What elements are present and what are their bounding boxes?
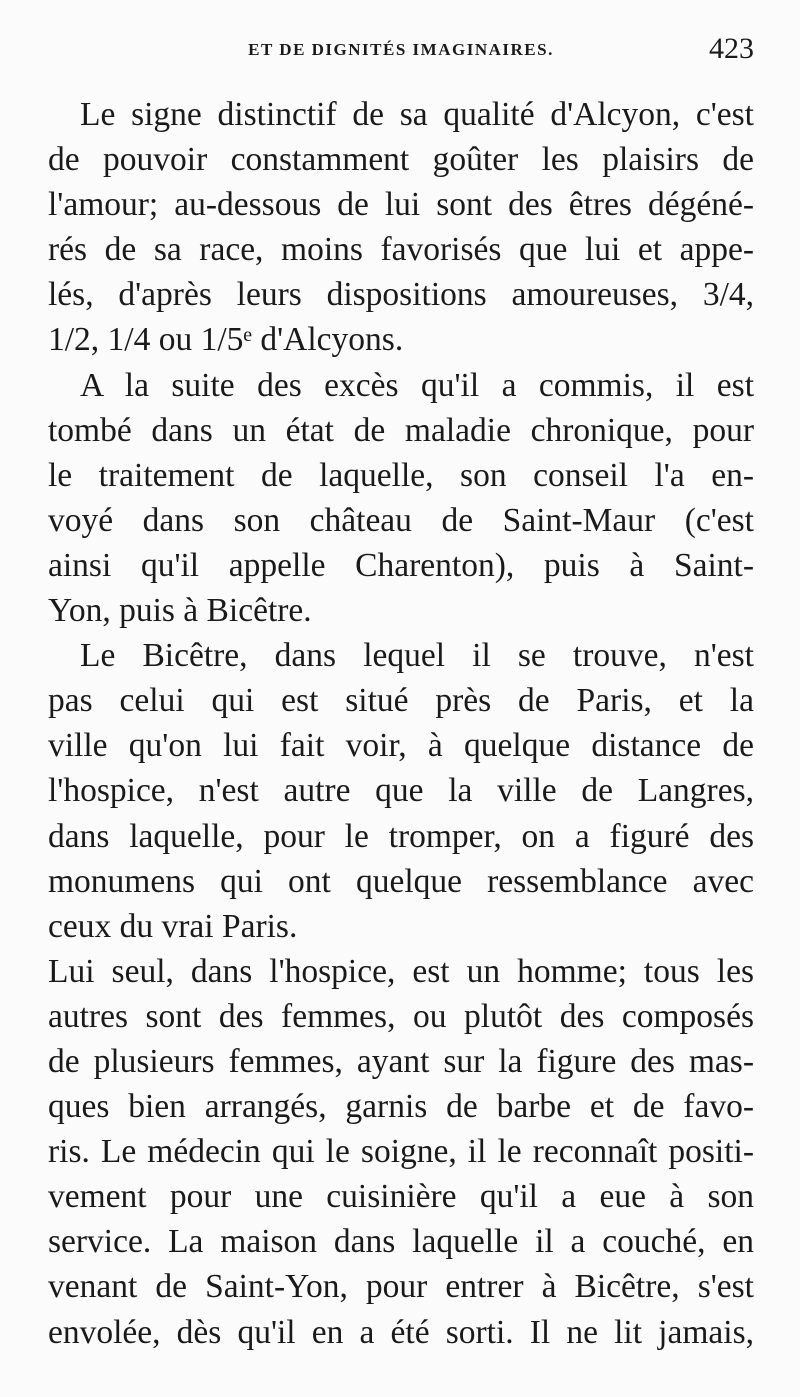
text-line: Le Bicêtre, dans lequel il se trouve, n'est — [80, 637, 754, 675]
text-line: pas celui qui est situé près de Paris, et la — [48, 682, 754, 720]
text-line: ris. Le médecin qui le soigne, il le reconnaît positi- — [48, 1133, 754, 1171]
text-line: de plusieurs femmes, ayant sur la figure des mas- — [48, 1042, 754, 1080]
text-line: vement pour une cuisinière qu'il a eue à son — [48, 1178, 754, 1216]
text-line: monumens qui ont quelque ressemblance avec — [48, 862, 754, 900]
text-line: le traitement de laquelle, son conseil l'a en- — [48, 456, 754, 494]
text-line: ceux du vrai Paris. — [48, 907, 298, 945]
text-line: lés, d'après leurs dispositions amoureuses, 3/4, — [48, 276, 754, 314]
page-number: 423 — [709, 32, 754, 65]
body-text — [48, 92, 754, 1355]
text-line: envolée, dès qu'il en a été sorti. Il ne lit jamais, — [48, 1313, 754, 1351]
text-line: ques bien arrangés, garnis de barbe et de favo- — [48, 1088, 754, 1126]
text-line: rés de sa race, moins favorisés que lui et appe- — [48, 231, 754, 269]
text-line: tombé dans un état de maladie chronique, pour — [48, 411, 754, 449]
running-head — [48, 32, 754, 72]
text-line: A la suite des excès qu'il a commis, il est — [80, 366, 754, 404]
text-line: Lui seul, dans l'hospice, est un homme; tous les — [48, 952, 754, 990]
text-line: service. La maison dans laquelle il a couché, en — [48, 1223, 754, 1261]
text-line: dans laquelle, pour le tromper, on a figuré des — [48, 817, 754, 855]
running-title: ET DE DIGNITÉS IMAGINAIRES. — [248, 40, 554, 59]
text-line: venant de Saint-Yon, pour entrer à Bicêtre, s'est — [48, 1268, 754, 1306]
text-line: autres sont des femmes, ou plutôt des composés — [48, 997, 754, 1035]
text-line: l'hospice, n'est autre que la ville de Langres, — [48, 772, 754, 810]
text-line: 1/2, 1/4 ou 1/5ᵉ d'Alcyons. — [48, 321, 404, 359]
text-line: de pouvoir constamment goûter les plaisirs de — [48, 141, 754, 179]
text-line: Le signe distinctif de sa qualité d'Alcyon, c'est — [80, 96, 754, 133]
text-line: voyé dans son château de Saint-Maur (c'est — [48, 501, 754, 539]
text-line: Yon, puis à Bicêtre. — [48, 592, 312, 630]
text-line: ainsi qu'il appelle Charenton), puis à Saint- — [48, 546, 754, 584]
text-line: l'amour; au-dessous de lui sont des êtres dégéné- — [48, 186, 754, 224]
text-line: ville qu'on lui fait voir, à quelque distance de — [48, 727, 754, 765]
